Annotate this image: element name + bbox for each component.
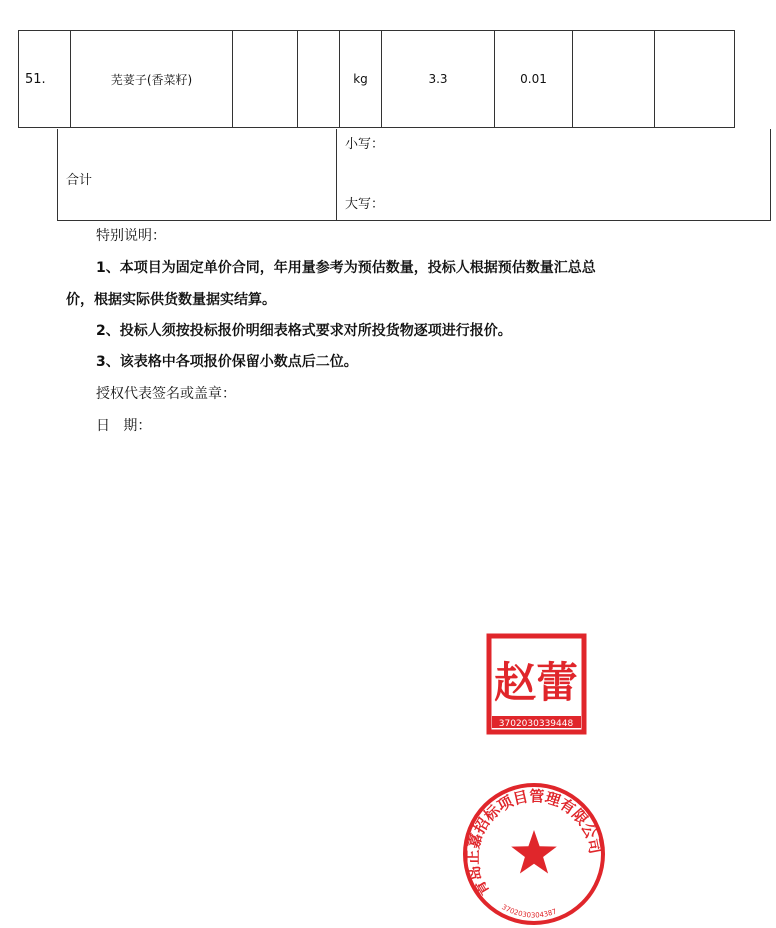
note-item-1-line-1: 1、本项目为固定单价合同，年用量参考为预估数量，投标人根据预估数量汇总总 [96,260,596,276]
star-icon [511,830,557,874]
item-brand [298,31,340,128]
row-index: 51. [19,31,71,128]
item-table [18,30,735,128]
date-label: 日 期： [96,418,152,434]
total-divider [336,129,337,220]
total-section [57,129,771,221]
item-quantity: 3.3 [382,31,495,128]
item-subtotal [573,31,655,128]
company-seal-number: 3702030304387 [500,903,558,920]
note-item-3: 3、该表格中各项报价保留小数点后二位。 [96,354,358,370]
signature-label: 授权代表签名或盖章： [96,386,236,402]
table-row [19,31,735,128]
item-name: 芜荽子(香菜籽) [71,31,233,128]
item-remark [655,31,735,128]
company-seal-text: 青岛正嘉招标项目管理有限公司 [463,787,605,900]
item-unit: kg [340,31,382,128]
item-spec [233,31,298,128]
notes-heading: 特别说明： [96,228,166,244]
name-seal-number: 3702030339448 [498,719,574,729]
name-seal-chars: 赵蕾 [493,658,579,707]
lowercase-amount-label: 小写： [345,137,385,152]
total-label: 合计 [66,173,93,188]
uppercase-amount-label: 大写： [345,197,385,212]
item-price: 0.01 [495,31,573,128]
personal-name-seal [486,633,587,735]
company-seal [460,780,608,928]
note-item-2: 2、投标人须按投标报价明细表格式要求对所投货物逐项进行报价。 [96,323,512,339]
note-item-1-line-2: 价，根据实际供货数量据实结算。 [66,292,276,308]
